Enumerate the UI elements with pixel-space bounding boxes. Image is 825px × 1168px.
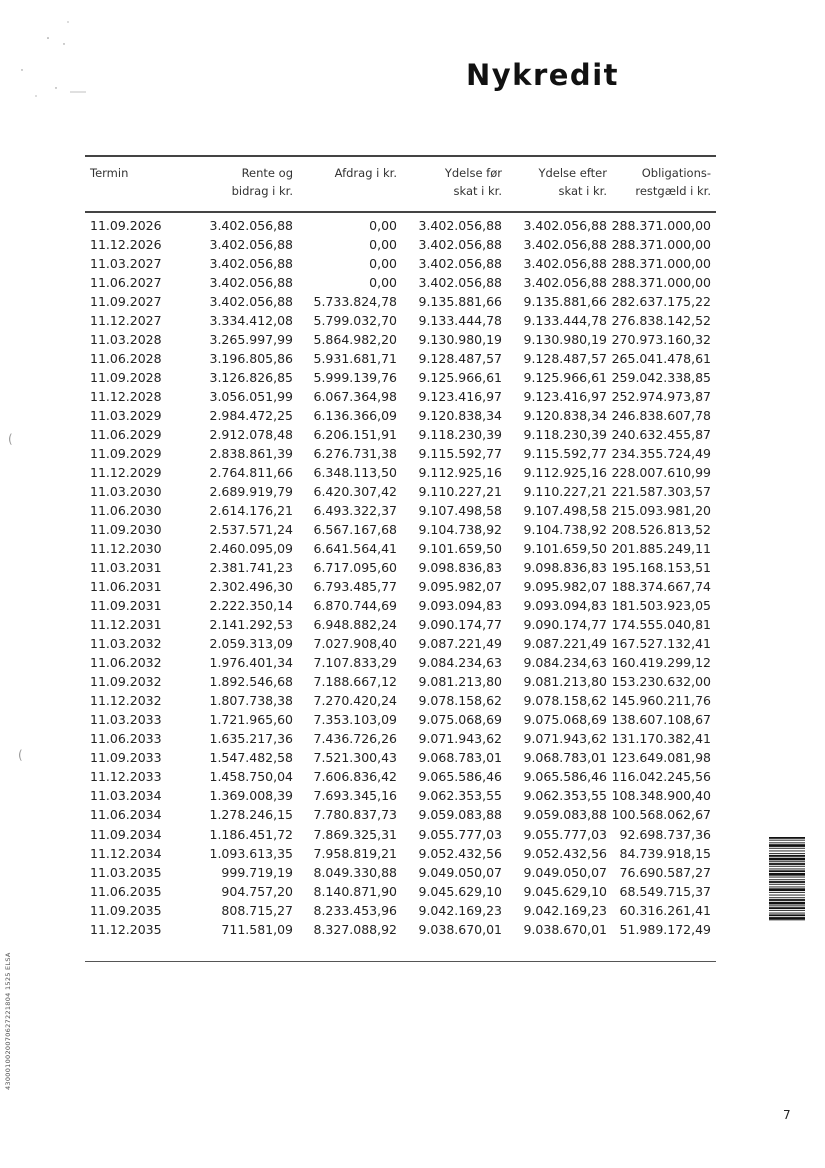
ydelse-efter-cell: 9.135.881,66: [523, 294, 607, 310]
table-row: [0, 217, 825, 236]
restgaeld-cell: 240.632.455,87: [611, 427, 711, 443]
afdrag-cell: 8.327.088,92: [313, 921, 397, 937]
afdrag-cell: 7.693.345,16: [313, 788, 397, 804]
table-row: [0, 711, 825, 730]
afdrag-cell: 5.864.982,20: [313, 332, 397, 348]
afdrag-cell: 8.233.453,96: [313, 902, 397, 918]
termin-cell: 11.06.2027: [90, 275, 162, 291]
table-row: [0, 293, 825, 312]
rente-bidrag-cell: 711.581,09: [221, 921, 293, 937]
ydelse-efter-cell: 3.402.056,88: [523, 256, 607, 272]
termin-cell: 11.03.2034: [90, 788, 162, 804]
ydelse-foer-cell: 9.098.836,83: [418, 560, 502, 576]
ydelse-foer-cell: 9.115.592,77: [418, 446, 502, 462]
ydelse-efter-cell: 9.042.169,23: [523, 902, 607, 918]
table-row: [0, 407, 825, 426]
restgaeld-cell: 108.348.900,40: [611, 788, 711, 804]
termin-cell: 11.09.2027: [90, 294, 162, 310]
table-row: [0, 806, 825, 825]
rente-bidrag-cell: 2.059.313,09: [209, 636, 293, 652]
ydelse-foer-cell: 3.402.056,88: [418, 218, 502, 233]
afdrag-cell: 6.136.366,09: [313, 408, 397, 424]
margin-mark: (: [8, 432, 13, 446]
termin-cell: 11.03.2031: [90, 560, 162, 576]
ydelse-foer-cell: 9.110.227,21: [418, 484, 502, 500]
ydelse-foer-cell: 3.402.056,88: [418, 256, 502, 272]
restgaeld-cell: 252.974.973,87: [611, 389, 711, 405]
document-code: 4300010020070627221804 1525 ELSA: [4, 952, 12, 1090]
afdrag-cell: 6.420.307,42: [313, 484, 397, 500]
rente-bidrag-cell: 3.402.056,88: [209, 275, 293, 291]
ydelse-efter-cell: 9.123.416,97: [523, 389, 607, 405]
ydelse-efter-cell: 9.071.943,62: [523, 731, 607, 747]
ydelse-efter-cell: 9.101.659,50: [523, 541, 607, 557]
rente-bidrag-cell: 2.838.861,39: [209, 446, 293, 462]
afdrag-cell: 6.948.882,24: [313, 617, 397, 633]
ydelse-foer-cell: 9.084.234,63: [418, 655, 502, 671]
restgaeld-cell: 228.007.610,99: [611, 465, 711, 481]
restgaeld-cell: 246.838.607,78: [611, 408, 711, 424]
termin-cell: 11.03.2030: [90, 484, 162, 500]
ydelse-efter-cell: 9.120.838,34: [523, 408, 607, 424]
ydelse-efter-cell: 9.118.230,39: [523, 427, 607, 443]
rente-bidrag-cell: 3.402.056,88: [209, 294, 293, 310]
termin-cell: 11.12.2035: [90, 921, 162, 937]
header-termin: Termin: [90, 166, 129, 180]
afdrag-cell: 7.780.837,73: [313, 807, 397, 823]
termin-cell: 11.03.2032: [90, 636, 162, 652]
table-row: [0, 730, 825, 749]
table-row: [0, 369, 825, 388]
restgaeld-cell: 288.371.000,00: [611, 275, 711, 291]
afdrag-cell: 5.733.824,78: [313, 294, 397, 310]
table-row: [0, 902, 825, 921]
termin-cell: 11.12.2033: [90, 769, 162, 785]
termin-cell: 11.12.2029: [90, 465, 162, 481]
restgaeld-cell: 60.316.261,41: [619, 902, 711, 918]
afdrag-cell: 0,00: [369, 237, 397, 253]
afdrag-cell: 6.567.167,68: [313, 522, 397, 538]
table-row: [0, 635, 825, 654]
ydelse-foer-cell: 9.059.083,88: [418, 807, 502, 823]
header-obligationsrestgaeld: Obligations- restgæld i kr.: [635, 166, 711, 198]
ydelse-foer-cell: 9.112.925,16: [418, 465, 502, 481]
termin-cell: 11.03.2033: [90, 712, 162, 728]
table-row: [0, 597, 825, 616]
header-ydelse-efter-skat: Ydelse efter skat i kr.: [538, 166, 607, 198]
rente-bidrag-cell: 2.302.496,30: [209, 579, 293, 595]
table-row: [0, 559, 825, 578]
ydelse-efter-cell: 9.104.738,92: [523, 522, 607, 538]
ydelse-efter-cell: 9.130.980,19: [523, 332, 607, 348]
afdrag-cell: 7.270.420,24: [313, 693, 397, 709]
table-row: [0, 445, 825, 464]
barcode: [769, 837, 805, 921]
rente-bidrag-cell: 1.093.613,35: [209, 845, 293, 861]
table-top-rule: [85, 155, 716, 157]
restgaeld-cell: 221.587.303,57: [611, 484, 711, 500]
ydelse-foer-cell: 9.125.966,61: [418, 370, 502, 386]
ydelse-foer-cell: 9.130.980,19: [418, 332, 502, 348]
ydelse-foer-cell: 9.133.444,78: [418, 313, 502, 329]
table-row: [0, 331, 825, 350]
table-row: [0, 768, 825, 787]
rente-bidrag-cell: 808.715,27: [221, 902, 293, 918]
termin-cell: 11.12.2034: [90, 845, 162, 861]
restgaeld-cell: 288.371.000,00: [611, 256, 711, 272]
termin-cell: 11.06.2028: [90, 351, 162, 367]
ydelse-foer-cell: 9.107.498,58: [418, 503, 502, 519]
restgaeld-cell: 181.503.923,05: [611, 598, 711, 614]
termin-cell: 11.09.2031: [90, 598, 162, 614]
termin-cell: 11.12.2028: [90, 389, 162, 405]
ydelse-foer-cell: 9.081.213,80: [418, 674, 502, 690]
restgaeld-cell: 76.690.587,27: [619, 864, 711, 880]
termin-cell: 11.09.2028: [90, 370, 162, 386]
ydelse-foer-cell: 9.062.353,55: [418, 788, 502, 804]
ydelse-efter-cell: 9.068.783,01: [523, 750, 607, 766]
ydelse-foer-cell: 9.093.094,83: [418, 598, 502, 614]
termin-cell: 11.09.2029: [90, 446, 162, 462]
ydelse-efter-cell: 9.049.050,07: [523, 864, 607, 880]
afdrag-cell: 6.206.151,91: [313, 427, 397, 443]
restgaeld-cell: 188.374.667,74: [611, 579, 711, 595]
restgaeld-cell: 201.885.249,11: [611, 541, 711, 557]
rente-bidrag-cell: 1.547.482,58: [209, 750, 293, 766]
table-row: [0, 540, 825, 559]
rente-bidrag-cell: 2.222.350,14: [209, 598, 293, 614]
table-row: [0, 578, 825, 597]
afdrag-cell: 6.717.095,60: [313, 560, 397, 576]
restgaeld-cell: 92.698.737,36: [619, 826, 711, 842]
ydelse-efter-cell: 9.110.227,21: [523, 484, 607, 500]
ydelse-efter-cell: 9.045.629,10: [523, 883, 607, 899]
table-row: [0, 483, 825, 502]
amortization-table-body: [0, 217, 825, 940]
ydelse-foer-cell: 3.402.056,88: [418, 275, 502, 291]
header-afdrag: Afdrag i kr.: [334, 166, 397, 180]
rente-bidrag-cell: 2.141.292,53: [209, 617, 293, 633]
restgaeld-cell: 174.555.040,81: [611, 617, 711, 633]
termin-cell: 11.06.2035: [90, 883, 162, 899]
ydelse-foer-cell: 9.123.416,97: [418, 389, 502, 405]
ydelse-efter-cell: 9.107.498,58: [523, 503, 607, 519]
ydelse-foer-cell: 9.049.050,07: [418, 864, 502, 880]
ydelse-foer-cell: 9.090.174,77: [418, 617, 502, 633]
afdrag-cell: 7.521.300,43: [313, 750, 397, 766]
afdrag-cell: 5.931.681,71: [313, 351, 397, 367]
rente-bidrag-cell: 3.334.412,08: [209, 313, 293, 329]
ydelse-foer-cell: 9.065.586,46: [418, 769, 502, 785]
rente-bidrag-cell: 1.369.008,39: [209, 788, 293, 804]
rente-bidrag-cell: 1.721.965,60: [209, 712, 293, 728]
rente-bidrag-cell: 3.056.051,99: [209, 389, 293, 405]
ydelse-efter-cell: 3.402.056,88: [523, 275, 607, 291]
table-row: [0, 749, 825, 768]
afdrag-cell: 7.606.836,42: [313, 769, 397, 785]
ydelse-efter-cell: 9.038.670,01: [523, 921, 607, 937]
restgaeld-cell: 153.230.632,00: [611, 674, 711, 690]
termin-cell: 11.03.2029: [90, 408, 162, 424]
margin-mark: (: [18, 748, 23, 762]
ydelse-efter-cell: 9.093.094,83: [523, 598, 607, 614]
ydelse-foer-cell: 9.120.838,34: [418, 408, 502, 424]
rente-bidrag-cell: 3.402.056,88: [209, 218, 293, 233]
termin-cell: 11.06.2031: [90, 579, 162, 595]
termin-cell: 11.03.2027: [90, 256, 162, 272]
restgaeld-cell: 288.371.000,00: [611, 237, 711, 253]
rente-bidrag-cell: 1.976.401,34: [209, 655, 293, 671]
table-row: [0, 845, 825, 864]
ydelse-foer-cell: 9.135.881,66: [418, 294, 502, 310]
restgaeld-cell: 138.607.108,67: [611, 712, 711, 728]
ydelse-efter-cell: 9.081.213,80: [523, 674, 607, 690]
table-row: [0, 388, 825, 407]
afdrag-cell: 5.799.032,70: [313, 313, 397, 329]
restgaeld-cell: 195.168.153,51: [611, 560, 711, 576]
table-row: [0, 616, 825, 635]
restgaeld-cell: 68.549.715,37: [619, 883, 711, 899]
scan-specks: [0, 0, 120, 110]
afdrag-cell: 7.027.908,40: [313, 636, 397, 652]
restgaeld-cell: 123.649.081,98: [611, 750, 711, 766]
ydelse-efter-cell: 9.062.353,55: [523, 788, 607, 804]
termin-cell: 11.09.2034: [90, 826, 162, 842]
afdrag-cell: 6.793.485,77: [313, 579, 397, 595]
ydelse-efter-cell: 9.128.487,57: [523, 351, 607, 367]
ydelse-efter-cell: 3.402.056,88: [523, 218, 607, 233]
restgaeld-cell: 100.568.062,67: [611, 807, 711, 823]
rente-bidrag-cell: 3.265.997,99: [209, 332, 293, 348]
rente-bidrag-cell: 1.186.451,72: [209, 826, 293, 842]
table-row: [0, 864, 825, 883]
table-row: [0, 883, 825, 902]
ydelse-foer-cell: 9.042.169,23: [418, 902, 502, 918]
table-row: [0, 255, 825, 274]
ydelse-foer-cell: 9.038.670,01: [418, 921, 502, 937]
ydelse-foer-cell: 9.095.982,07: [418, 579, 502, 595]
termin-cell: 11.06.2032: [90, 655, 162, 671]
ydelse-efter-cell: 9.133.444,78: [523, 313, 607, 329]
header-rente-og-bidrag: Rente og bidrag i kr.: [231, 166, 293, 198]
termin-cell: 11.12.2031: [90, 617, 162, 633]
afdrag-cell: 8.140.871,90: [313, 883, 397, 899]
table-row: [0, 274, 825, 293]
ydelse-efter-cell: 9.059.083,88: [523, 807, 607, 823]
restgaeld-cell: 145.960.211,76: [611, 693, 711, 709]
ydelse-efter-cell: 9.090.174,77: [523, 617, 607, 633]
ydelse-foer-cell: 9.071.943,62: [418, 731, 502, 747]
afdrag-cell: 6.067.364,98: [313, 389, 397, 405]
ydelse-efter-cell: 3.402.056,88: [523, 237, 607, 253]
table-header-rule: [85, 211, 716, 213]
restgaeld-cell: 167.527.132,41: [611, 636, 711, 652]
termin-cell: 11.12.2030: [90, 541, 162, 557]
ydelse-efter-cell: 9.065.586,46: [523, 769, 607, 785]
termin-cell: 11.12.2026: [90, 237, 162, 253]
afdrag-cell: 7.958.819,21: [313, 845, 397, 861]
restgaeld-cell: 131.170.382,41: [611, 731, 711, 747]
termin-cell: 11.12.2027: [90, 313, 162, 329]
termin-cell: 11.09.2035: [90, 902, 162, 918]
ydelse-efter-cell: 9.075.068,69: [523, 712, 607, 728]
ydelse-foer-cell: 9.128.487,57: [418, 351, 502, 367]
rente-bidrag-cell: 2.912.078,48: [209, 427, 293, 443]
termin-cell: 11.09.2030: [90, 522, 162, 538]
restgaeld-cell: 84.739.918,15: [619, 845, 711, 861]
page-number: 7: [783, 1108, 791, 1122]
restgaeld-cell: 208.526.813,52: [611, 522, 711, 538]
rente-bidrag-cell: 1.635.217,36: [209, 731, 293, 747]
ydelse-efter-cell: 9.098.836,83: [523, 560, 607, 576]
rente-bidrag-cell: 3.126.826,85: [209, 370, 293, 386]
afdrag-cell: 0,00: [369, 256, 397, 272]
rente-bidrag-cell: 2.460.095,09: [209, 541, 293, 557]
ydelse-foer-cell: 9.087.221,49: [418, 636, 502, 652]
ydelse-efter-cell: 9.125.966,61: [523, 370, 607, 386]
table-row: [0, 312, 825, 331]
restgaeld-cell: 270.973.160,32: [611, 332, 711, 348]
restgaeld-cell: 160.419.299,12: [611, 655, 711, 671]
ydelse-efter-cell: 9.078.158,62: [523, 693, 607, 709]
restgaeld-cell: 282.637.175,22: [611, 294, 711, 310]
table-row: [0, 921, 825, 940]
afdrag-cell: 0,00: [369, 275, 397, 291]
ydelse-foer-cell: 9.118.230,39: [418, 427, 502, 443]
afdrag-cell: 7.869.325,31: [313, 826, 397, 842]
nykredit-logo: Nykredit: [466, 58, 619, 92]
table-row: [0, 426, 825, 445]
ydelse-efter-cell: 9.084.234,63: [523, 655, 607, 671]
termin-cell: 11.06.2034: [90, 807, 162, 823]
termin-cell: 11.06.2029: [90, 427, 162, 443]
afdrag-cell: 7.436.726,26: [313, 731, 397, 747]
ydelse-foer-cell: 9.052.432,56: [418, 845, 502, 861]
restgaeld-cell: 265.041.478,61: [611, 351, 711, 367]
rente-bidrag-cell: 2.689.919,79: [209, 484, 293, 500]
ydelse-foer-cell: 9.075.068,69: [418, 712, 502, 728]
restgaeld-cell: 116.042.245,56: [611, 769, 711, 785]
table-row: [0, 654, 825, 673]
termin-cell: 11.09.2032: [90, 674, 162, 690]
termin-cell: 11.12.2032: [90, 693, 162, 709]
rente-bidrag-cell: 3.196.805,86: [209, 351, 293, 367]
rente-bidrag-cell: 2.614.176,21: [209, 503, 293, 519]
table-row: [0, 787, 825, 806]
afdrag-cell: 7.353.103,09: [313, 712, 397, 728]
rente-bidrag-cell: 3.402.056,88: [209, 237, 293, 253]
ydelse-efter-cell: 9.052.432,56: [523, 845, 607, 861]
restgaeld-cell: 51.989.172,49: [619, 921, 711, 937]
termin-cell: 11.09.2026: [90, 218, 162, 233]
table-row: [0, 673, 825, 692]
rente-bidrag-cell: 999.719,19: [221, 864, 293, 880]
table-row: [0, 464, 825, 483]
ydelse-foer-cell: 9.068.783,01: [418, 750, 502, 766]
ydelse-efter-cell: 9.115.592,77: [523, 446, 607, 462]
afdrag-cell: 0,00: [369, 218, 397, 233]
afdrag-cell: 6.641.564,41: [313, 541, 397, 557]
afdrag-cell: 6.493.322,37: [313, 503, 397, 519]
restgaeld-cell: 259.042.338,85: [611, 370, 711, 386]
ydelse-efter-cell: 9.055.777,03: [523, 826, 607, 842]
termin-cell: 11.06.2033: [90, 731, 162, 747]
rente-bidrag-cell: 904.757,20: [221, 883, 293, 899]
termin-cell: 11.06.2030: [90, 503, 162, 519]
termin-cell: 11.03.2035: [90, 864, 162, 880]
ydelse-foer-cell: 9.055.777,03: [418, 826, 502, 842]
afdrag-cell: 7.188.667,12: [313, 674, 397, 690]
restgaeld-cell: 276.838.142,52: [611, 313, 711, 329]
table-row: [0, 502, 825, 521]
table-row: [0, 236, 825, 255]
termin-cell: 11.09.2033: [90, 750, 162, 766]
table-row: [0, 350, 825, 369]
afdrag-cell: 7.107.833,29: [313, 655, 397, 671]
ydelse-foer-cell: 9.045.629,10: [418, 883, 502, 899]
rente-bidrag-cell: 2.537.571,24: [209, 522, 293, 538]
rente-bidrag-cell: 1.892.546,68: [209, 674, 293, 690]
rente-bidrag-cell: 2.764.811,66: [209, 465, 293, 481]
ydelse-efter-cell: 9.095.982,07: [523, 579, 607, 595]
rente-bidrag-cell: 2.381.741,23: [209, 560, 293, 576]
afdrag-cell: 6.870.744,69: [313, 598, 397, 614]
afdrag-cell: 5.999.139,76: [313, 370, 397, 386]
afdrag-cell: 8.049.330,88: [313, 864, 397, 880]
rente-bidrag-cell: 3.402.056,88: [209, 256, 293, 272]
rente-bidrag-cell: 1.807.738,38: [209, 693, 293, 709]
termin-cell: 11.03.2028: [90, 332, 162, 348]
table-row: [0, 521, 825, 540]
afdrag-cell: 6.276.731,38: [313, 446, 397, 462]
ydelse-efter-cell: 9.087.221,49: [523, 636, 607, 652]
ydelse-foer-cell: 9.078.158,62: [418, 693, 502, 709]
ydelse-foer-cell: 3.402.056,88: [418, 237, 502, 253]
rente-bidrag-cell: 1.278.246,15: [209, 807, 293, 823]
ydelse-foer-cell: 9.104.738,92: [418, 522, 502, 538]
restgaeld-cell: 288.371.000,00: [611, 218, 711, 233]
restgaeld-cell: 234.355.724,49: [611, 446, 711, 462]
header-ydelse-foer-skat: Ydelse før skat i kr.: [444, 166, 502, 198]
table-bottom-rule: [85, 961, 716, 962]
restgaeld-cell: 215.093.981,20: [611, 503, 711, 519]
ydelse-foer-cell: 9.101.659,50: [418, 541, 502, 557]
table-row: [0, 692, 825, 711]
table-row: [0, 826, 825, 845]
afdrag-cell: 6.348.113,50: [313, 465, 397, 481]
ydelse-efter-cell: 9.112.925,16: [523, 465, 607, 481]
rente-bidrag-cell: 2.984.472,25: [209, 408, 293, 424]
rente-bidrag-cell: 1.458.750,04: [209, 769, 293, 785]
